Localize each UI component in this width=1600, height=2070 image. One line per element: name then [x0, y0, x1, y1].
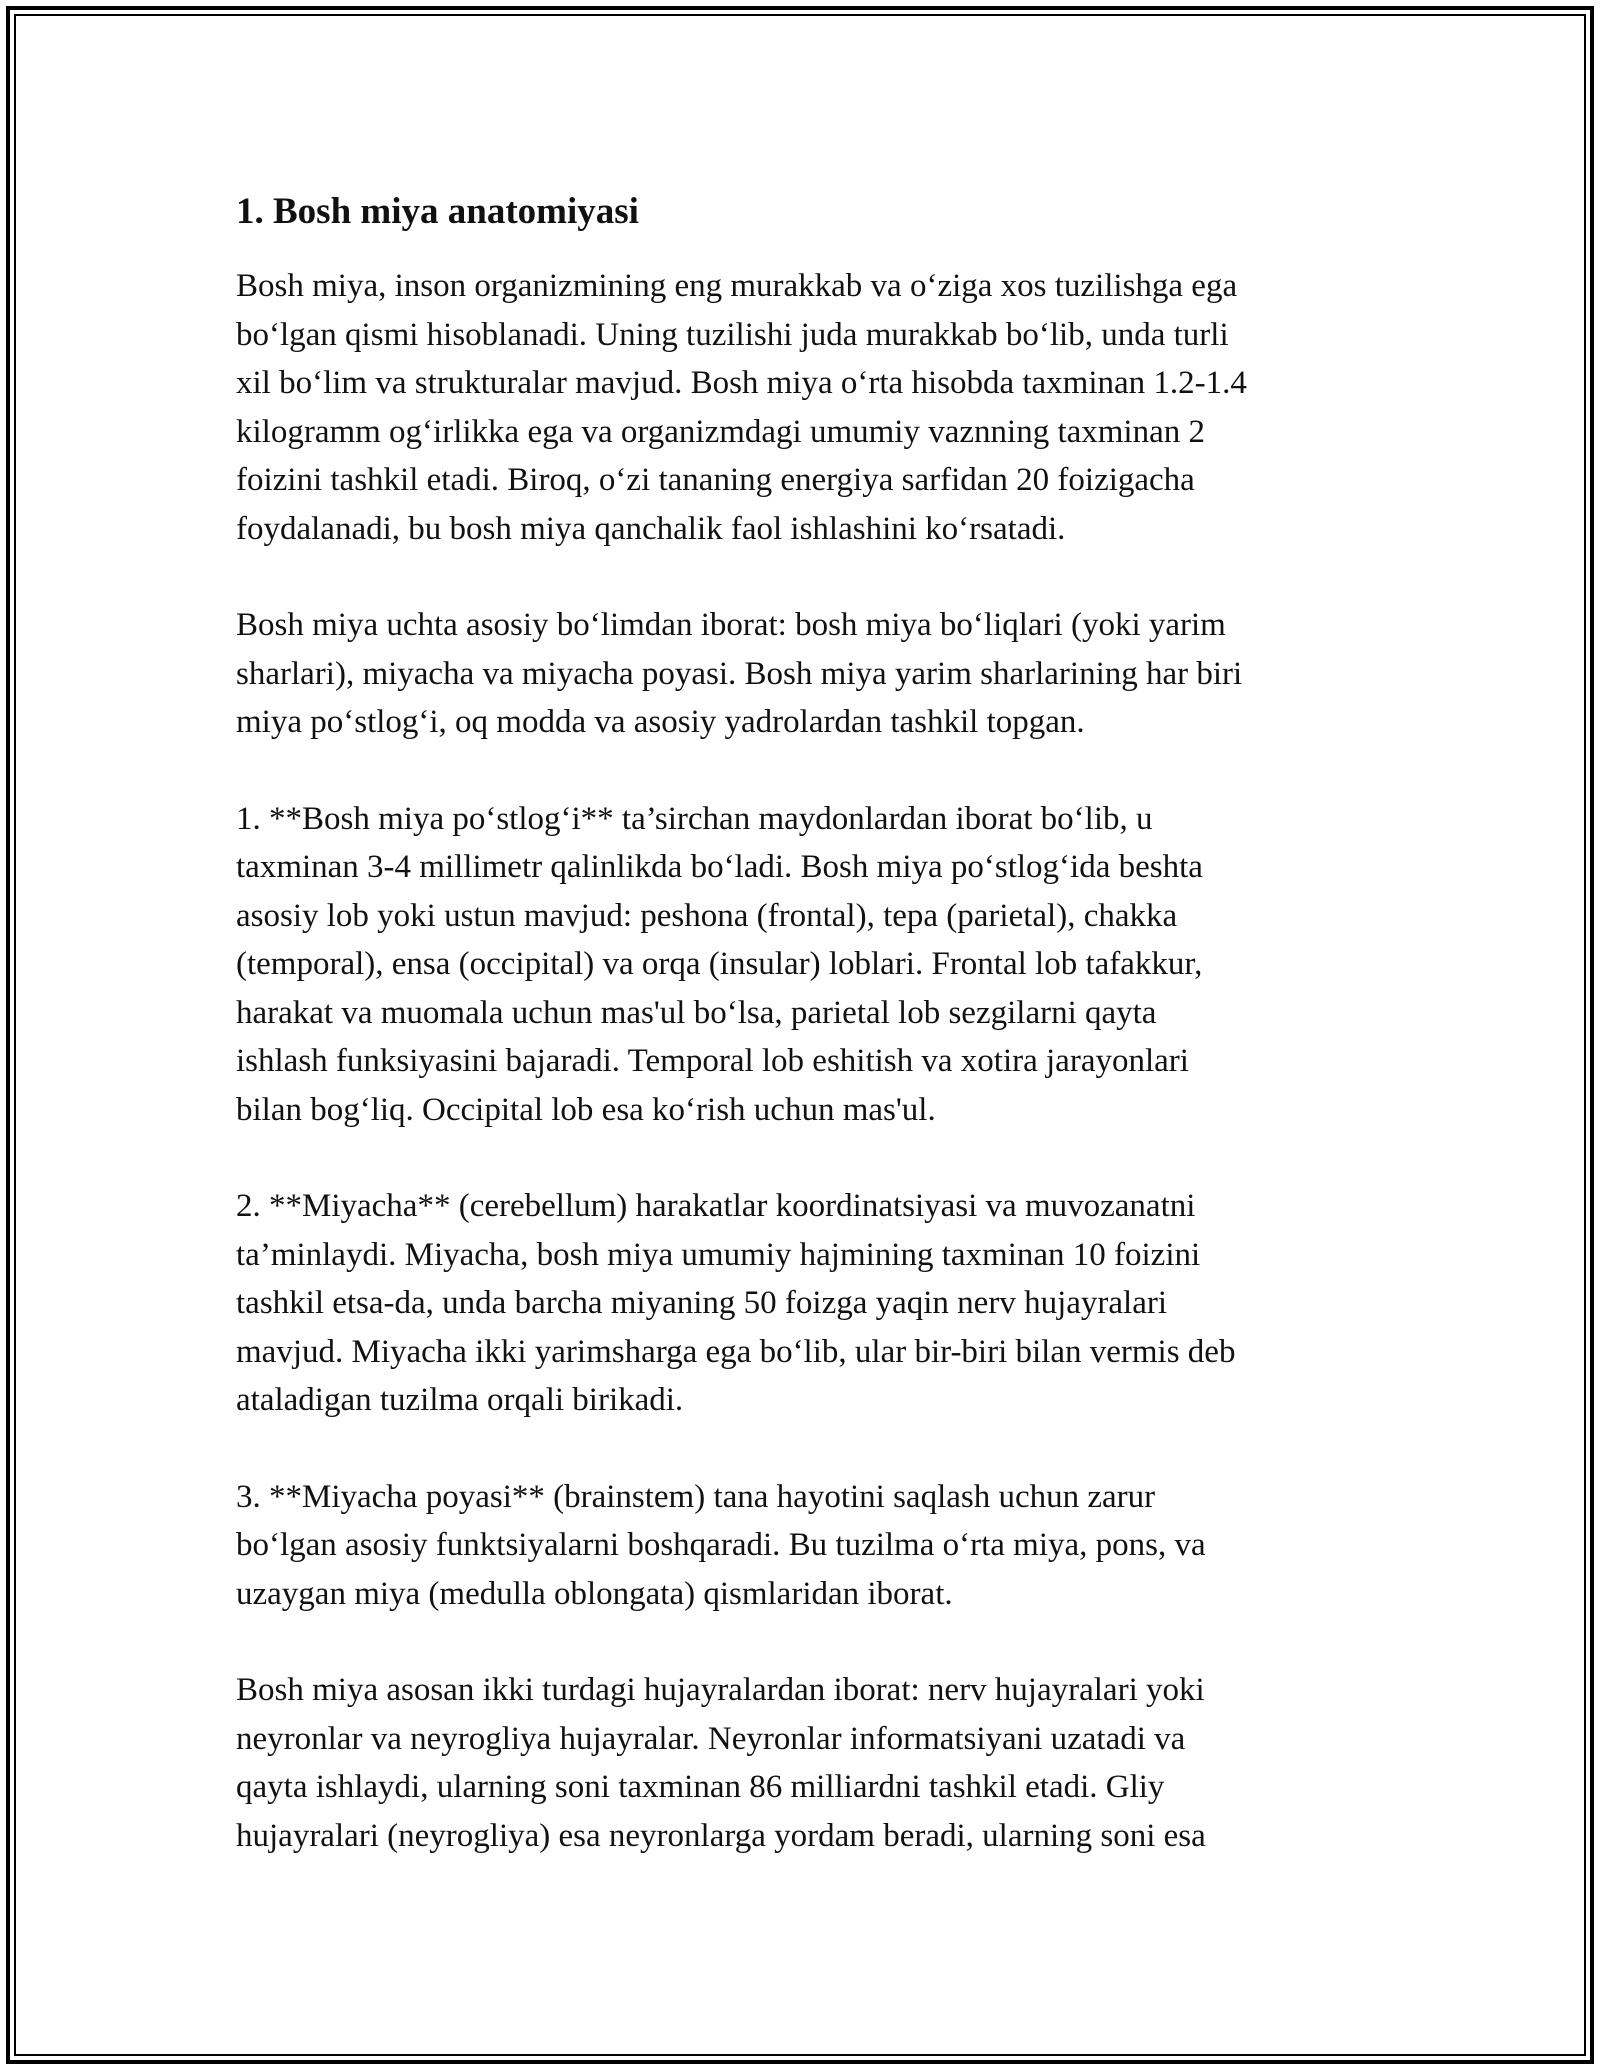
text-line: taxminan 3-4 millimetr qalinlikda bo‘ladi. Bosh miya po‘stlog‘ida beshta	[236, 849, 1203, 885]
text-line: (temporal), ensa (occipital) va orqa (insular) loblari. Frontal lob tafakkur,	[236, 946, 1203, 982]
document-body	[236, 186, 1366, 1908]
paragraph-parts	[236, 601, 1366, 747]
text-line: neyronlar va neyrogliya hujayralar. Neyronlar informatsiyani uzatadi va	[236, 1720, 1186, 1757]
text-line: ataladigan tuzilma orqali birikadi.	[236, 1382, 684, 1418]
paragraph-intro	[236, 262, 1366, 553]
text-line: 2. **Miyacha** (cerebellum) harakatlar koordinatsiyasi va muvozanatni	[236, 1188, 1196, 1224]
text-line: bo‘lgan qismi hisoblanadi. Uning tuzilishi juda murakkab bo‘lib, unda turli	[236, 316, 1229, 353]
text-line: ishlash funksiyasini bajaradi. Temporal lob eshitish va xotira jarayonlari	[236, 1043, 1189, 1079]
text-line: hujayralari (neyrogliya) esa neyronlarga yordam beradi, ularning soni esa	[236, 1817, 1206, 1854]
text-line: Bosh miya, inson organizmining eng murakkab va o‘ziga xos tuzilishga ega	[236, 268, 1238, 304]
text-line: tashkil etsa-da, unda barcha miyaning 50 foizga yaqin nerv hujayralari	[236, 1285, 1167, 1321]
text-line: asosiy lob yoki ustun mavjud: peshona (frontal), tepa (parietal), chakka	[236, 897, 1178, 934]
text-line: 3. **Miyacha poyasi** (brainstem) tana hayotini saqlash uchun zarur	[236, 1478, 1156, 1515]
text-line: 1. **Bosh miya po‘stlog‘i** ta’sirchan maydonlardan iborat bo‘lib, u	[236, 800, 1153, 837]
text-line: ta’minlaydi. Miyacha, bosh miya umumiy hajmining taxminan 10 foizini	[236, 1236, 1201, 1273]
text-line: foizini tashkil etadi. Biroq, o‘zi tananing energiya sarfidan 20 foizigacha	[236, 462, 1195, 498]
text-line: kilogramm og‘irlikka ega va organizmdagi umumiy vaznning taxminan 2	[236, 413, 1205, 450]
text-line: mavjud. Miyacha ikki yarimsharga ega bo‘lib, ular bir-biri bilan vermis deb	[236, 1333, 1236, 1370]
paragraph-cells	[236, 1666, 1366, 1860]
paragraph-cerebellum	[236, 1182, 1366, 1425]
paragraph-cortex	[236, 795, 1366, 1135]
text-line: harakat va muomala uchun mas'ul bo‘lsa, parietal lob sezgilarni qayta	[236, 994, 1157, 1031]
text-line: uzaygan miya (medulla oblongata) qismlaridan iborat.	[236, 1575, 953, 1612]
text-line: qayta ishlaydi, ularning soni taxminan 86 milliardni tashkil etadi. Gliy	[236, 1769, 1165, 1805]
text-line: sharlari), miyacha va miyacha poyasi. Bosh miya yarim sharlarining har biri	[236, 655, 1243, 692]
text-line: Bosh miya uchta asosiy bo‘limdan iborat: bosh miya bo‘liqlari (yoki yarim	[236, 607, 1226, 643]
text-line: miya po‘stlog‘i, oq modda va asosiy yadrolardan tashkil topgan.	[236, 704, 1085, 740]
text-line: foydalanadi, bu bosh miya qanchalik faol ishlashini ko‘rsatadi.	[236, 510, 1066, 547]
paragraph-brainstem	[236, 1473, 1366, 1619]
section-heading: 1. Bosh miya anatomiyasi	[236, 191, 639, 232]
text-line: xil bo‘lim va strukturalar mavjud. Bosh miya o‘rta hisobda taxminan 1.2-1.4	[236, 365, 1247, 401]
text-line: bo‘lgan asosiy funktsiyalarni boshqaradi. Bu tuzilma o‘rta miya, pons, va	[236, 1527, 1206, 1563]
text-line: Bosh miya asosan ikki turdagi hujayralardan iborat: nerv hujayralari yoki	[236, 1672, 1205, 1708]
text-line: bilan bog‘liq. Occipital lob esa ko‘rish uchun mas'ul.	[236, 1091, 936, 1128]
